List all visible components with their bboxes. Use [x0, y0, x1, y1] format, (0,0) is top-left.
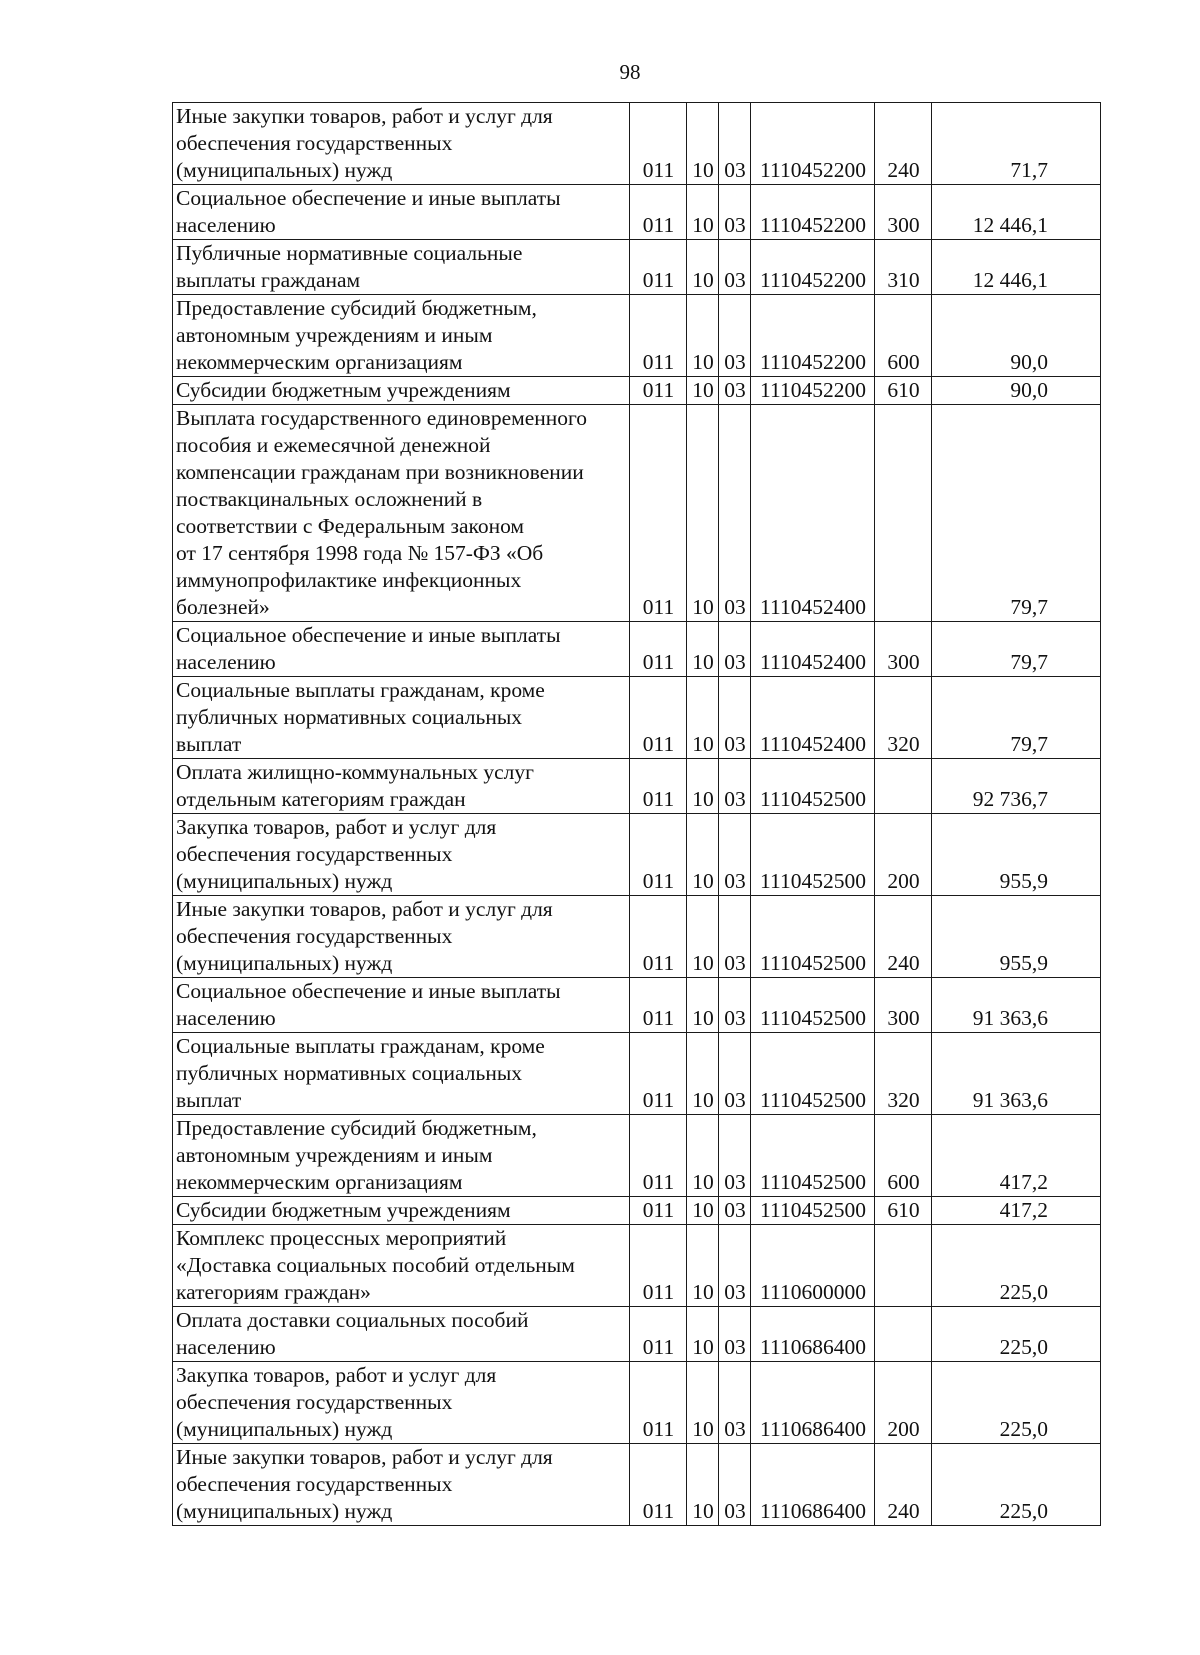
table-row — [173, 1444, 1101, 1526]
table-row — [173, 759, 1101, 814]
expense-name-line: обеспечения государственных — [176, 924, 453, 948]
target-article-cell: 1110452200 — [751, 240, 875, 295]
ved-code-cell: 011 — [630, 1197, 687, 1225]
section-code-cell: 10 — [687, 1197, 719, 1225]
expense-type-cell: 200 — [875, 1362, 932, 1444]
expense-name-cell — [173, 622, 630, 677]
expense-name-line: автономным учреждениям и иным — [176, 323, 493, 347]
ved-code-cell: 011 — [630, 377, 687, 405]
expense-name-line: Публичные нормативные социальные — [176, 241, 523, 265]
subsection-code-cell: 03 — [719, 103, 751, 185]
expense-name-line: (муниципальных) нужд — [176, 1499, 393, 1523]
subsection-code-cell: 03 — [719, 978, 751, 1033]
section-code-cell: 10 — [687, 295, 719, 377]
expense-name-line: населению — [176, 650, 276, 674]
amount-cell: 417,2 — [932, 1197, 1101, 1225]
ved-code-cell: 011 — [630, 405, 687, 622]
section-code-cell: 10 — [687, 1115, 719, 1197]
subsection-code-cell: 03 — [719, 759, 751, 814]
expense-name-line: (муниципальных) нужд — [176, 869, 393, 893]
expense-name-cell — [173, 103, 630, 185]
subsection-code-cell: 03 — [719, 677, 751, 759]
expense-name-cell — [173, 1033, 630, 1115]
section-code-cell: 10 — [687, 103, 719, 185]
subsection-code-cell: 03 — [719, 295, 751, 377]
expense-name-line: Субсидии бюджетным учреждениям — [176, 378, 511, 402]
expense-name-line: Иные закупки товаров, работ и услуг для — [176, 104, 553, 128]
page-number: 98 — [619, 60, 641, 84]
target-article-cell: 1110452200 — [751, 377, 875, 405]
expense-type-cell — [875, 1307, 932, 1362]
expense-name-cell — [173, 759, 630, 814]
table-row — [173, 405, 1101, 622]
expense-name-line: публичных нормативных социальных — [176, 705, 523, 729]
expense-name-line: автономным учреждениям и иным — [176, 1143, 493, 1167]
target-article-cell: 1110452400 — [751, 622, 875, 677]
amount-cell: 90,0 — [932, 295, 1101, 377]
expense-name-cell — [173, 240, 630, 295]
amount-cell: 92 736,7 — [932, 759, 1101, 814]
target-article-cell: 1110452500 — [751, 978, 875, 1033]
subsection-code-cell: 03 — [719, 896, 751, 978]
section-code-cell: 10 — [687, 1362, 719, 1444]
section-code-cell: 10 — [687, 814, 719, 896]
ved-code-cell: 011 — [630, 1225, 687, 1307]
section-code-cell: 10 — [687, 240, 719, 295]
target-article-cell: 1110686400 — [751, 1444, 875, 1526]
target-article-cell: 1110452200 — [751, 295, 875, 377]
expense-name-line: соответствии с Федеральным законом — [176, 514, 525, 538]
section-code-cell: 10 — [687, 1225, 719, 1307]
amount-cell: 90,0 — [932, 377, 1101, 405]
target-article-cell: 1110452400 — [751, 405, 875, 622]
target-article-cell: 1110452500 — [751, 1033, 875, 1115]
expense-name-line: Социальные выплаты гражданам, кроме — [176, 1034, 545, 1058]
expense-type-cell: 310 — [875, 240, 932, 295]
expense-name-line: «Доставка социальных пособий отдельным — [176, 1253, 575, 1277]
expense-name-line: выплат — [176, 732, 242, 756]
expense-name-line: некоммерческим организациям — [176, 350, 463, 374]
table-row — [173, 677, 1101, 759]
subsection-code-cell: 03 — [719, 1225, 751, 1307]
amount-cell: 91 363,6 — [932, 1033, 1101, 1115]
expense-name-line: Оплата жилищно-коммунальных услуг — [176, 760, 534, 784]
ved-code-cell: 011 — [630, 814, 687, 896]
expense-name-line: Социальное обеспечение и иные выплаты — [176, 979, 561, 1003]
table-row — [173, 1197, 1101, 1225]
expense-name-line: Оплата доставки социальных пособий — [176, 1308, 529, 1332]
ved-code-cell: 011 — [630, 896, 687, 978]
subsection-code-cell: 03 — [719, 1115, 751, 1197]
amount-cell: 79,7 — [932, 405, 1101, 622]
target-article-cell: 1110600000 — [751, 1225, 875, 1307]
expense-name-cell — [173, 1225, 630, 1307]
expense-name-line: выплаты гражданам — [176, 268, 361, 292]
expense-name-cell — [173, 377, 630, 405]
table-row — [173, 1307, 1101, 1362]
section-code-cell: 10 — [687, 978, 719, 1033]
subsection-code-cell: 03 — [719, 1444, 751, 1526]
ved-code-cell: 011 — [630, 1362, 687, 1444]
expense-name-cell — [173, 185, 630, 240]
expense-name-cell — [173, 295, 630, 377]
table-row — [173, 377, 1101, 405]
amount-cell: 12 446,1 — [932, 185, 1101, 240]
ved-code-cell: 011 — [630, 978, 687, 1033]
expense-name-line: компенсации гражданам при возникновении — [176, 460, 584, 484]
target-article-cell: 1110452200 — [751, 103, 875, 185]
amount-cell: 12 446,1 — [932, 240, 1101, 295]
expense-name-cell — [173, 1197, 630, 1225]
table-row — [173, 1033, 1101, 1115]
section-code-cell: 10 — [687, 896, 719, 978]
expense-name-line: обеспечения государственных — [176, 131, 453, 155]
section-code-cell: 10 — [687, 1444, 719, 1526]
expense-type-cell — [875, 759, 932, 814]
table-row — [173, 103, 1101, 185]
expense-name-cell — [173, 1444, 630, 1526]
ved-code-cell: 011 — [630, 1444, 687, 1526]
ved-code-cell: 011 — [630, 622, 687, 677]
amount-cell: 417,2 — [932, 1115, 1101, 1197]
section-code-cell: 10 — [687, 1307, 719, 1362]
expense-name-line: Предоставление субсидий бюджетным, — [176, 296, 537, 320]
ved-code-cell: 011 — [630, 240, 687, 295]
expense-name-line: (муниципальных) нужд — [176, 1417, 393, 1441]
section-code-cell: 10 — [687, 759, 719, 814]
section-code-cell: 10 — [687, 677, 719, 759]
amount-cell: 79,7 — [932, 622, 1101, 677]
expense-name-cell — [173, 1307, 630, 1362]
expense-name-line: Субсидии бюджетным учреждениям — [176, 1198, 511, 1222]
expense-type-cell: 610 — [875, 1197, 932, 1225]
amount-cell: 955,9 — [932, 814, 1101, 896]
subsection-code-cell: 03 — [719, 1197, 751, 1225]
amount-cell: 955,9 — [932, 896, 1101, 978]
expense-name-line: обеспечения государственных — [176, 1472, 453, 1496]
ved-code-cell: 011 — [630, 1033, 687, 1115]
expense-name-line: населению — [176, 1006, 276, 1030]
expense-name-cell — [173, 677, 630, 759]
target-article-cell: 1110452400 — [751, 677, 875, 759]
subsection-code-cell: 03 — [719, 814, 751, 896]
table-row — [173, 240, 1101, 295]
expense-name-line: Социальное обеспечение и иные выплаты — [176, 186, 561, 210]
expense-name-line: Выплата государственного единовременного — [176, 406, 588, 430]
target-article-cell: 1110452200 — [751, 185, 875, 240]
subsection-code-cell: 03 — [719, 405, 751, 622]
expense-type-cell: 300 — [875, 978, 932, 1033]
expense-type-cell: 200 — [875, 814, 932, 896]
expense-name-line: Закупка товаров, работ и услуг для — [176, 1363, 497, 1387]
section-code-cell: 10 — [687, 622, 719, 677]
expense-type-cell — [875, 405, 932, 622]
target-article-cell: 1110452500 — [751, 759, 875, 814]
subsection-code-cell: 03 — [719, 1033, 751, 1115]
ved-code-cell: 011 — [630, 677, 687, 759]
expense-name-line: Предоставление субсидий бюджетным, — [176, 1116, 537, 1140]
table-row — [173, 1115, 1101, 1197]
expense-name-cell — [173, 1362, 630, 1444]
target-article-cell: 1110686400 — [751, 1307, 875, 1362]
table-row — [173, 978, 1101, 1033]
ved-code-cell: 011 — [630, 103, 687, 185]
amount-cell: 225,0 — [932, 1362, 1101, 1444]
expense-name-line: Иные закупки товаров, работ и услуг для — [176, 897, 553, 921]
table-row — [173, 622, 1101, 677]
table-row — [173, 295, 1101, 377]
expense-name-line: Иные закупки товаров, работ и услуг для — [176, 1445, 553, 1469]
expense-type-cell: 320 — [875, 677, 932, 759]
subsection-code-cell: 03 — [719, 185, 751, 240]
ved-code-cell: 011 — [630, 1307, 687, 1362]
amount-cell: 225,0 — [932, 1307, 1101, 1362]
amount-cell: 91 363,6 — [932, 978, 1101, 1033]
amount-cell: 225,0 — [932, 1444, 1101, 1526]
expense-name-line: Социальные выплаты гражданам, кроме — [176, 678, 545, 702]
expense-name-line: Комплекс процессных мероприятий — [176, 1226, 507, 1250]
target-article-cell: 1110452500 — [751, 896, 875, 978]
ved-code-cell: 011 — [630, 185, 687, 240]
expense-name-line: пособия и ежемесячной денежной — [176, 433, 491, 457]
expense-name-cell — [173, 814, 630, 896]
table-row — [173, 185, 1101, 240]
expense-name-line: обеспечения государственных — [176, 1390, 453, 1414]
table-row — [173, 1225, 1101, 1307]
table-row — [173, 896, 1101, 978]
ved-code-cell: 011 — [630, 295, 687, 377]
ved-code-cell: 011 — [630, 1115, 687, 1197]
expense-name-line: от 17 сентября 1998 года № 157-ФЗ «Об — [176, 541, 544, 565]
expense-name-line: иммунопрофилактике инфекционных — [176, 568, 522, 592]
expense-name-line: поствакцинальных осложнений в — [176, 487, 483, 511]
target-article-cell: 1110452500 — [751, 814, 875, 896]
expense-name-cell — [173, 1115, 630, 1197]
target-article-cell: 1110452500 — [751, 1197, 875, 1225]
expense-type-cell: 240 — [875, 1444, 932, 1526]
expense-name-line: населению — [176, 1335, 276, 1359]
expense-name-cell — [173, 405, 630, 622]
expense-type-cell: 300 — [875, 622, 932, 677]
expense-type-cell: 240 — [875, 896, 932, 978]
amount-cell: 71,7 — [932, 103, 1101, 185]
expense-name-line: Социальное обеспечение и иные выплаты — [176, 623, 561, 647]
expense-type-cell: 600 — [875, 1115, 932, 1197]
expense-name-line: (муниципальных) нужд — [176, 158, 393, 182]
target-article-cell: 1110686400 — [751, 1362, 875, 1444]
section-code-cell: 10 — [687, 405, 719, 622]
ved-code-cell: 011 — [630, 759, 687, 814]
amount-cell: 225,0 — [932, 1225, 1101, 1307]
subsection-code-cell: 03 — [719, 1307, 751, 1362]
expense-name-line: болезней» — [176, 595, 270, 619]
expense-name-line: категориям граждан» — [176, 1280, 371, 1304]
expense-type-cell: 240 — [875, 103, 932, 185]
target-article-cell: 1110452500 — [751, 1115, 875, 1197]
expense-type-cell — [875, 1225, 932, 1307]
expense-type-cell: 610 — [875, 377, 932, 405]
table-row — [173, 1362, 1101, 1444]
expense-name-line: Закупка товаров, работ и услуг для — [176, 815, 497, 839]
expense-name-line: (муниципальных) нужд — [176, 951, 393, 975]
section-code-cell: 10 — [687, 377, 719, 405]
subsection-code-cell: 03 — [719, 377, 751, 405]
expense-name-line: населению — [176, 213, 276, 237]
amount-cell: 79,7 — [932, 677, 1101, 759]
expense-name-cell — [173, 978, 630, 1033]
expense-type-cell: 320 — [875, 1033, 932, 1115]
subsection-code-cell: 03 — [719, 1362, 751, 1444]
section-code-cell: 10 — [687, 185, 719, 240]
table-body — [173, 103, 1101, 1526]
expense-name-line: отдельным категориям граждан — [176, 787, 466, 811]
table-row — [173, 814, 1101, 896]
expense-name-line: публичных нормативных социальных — [176, 1061, 523, 1085]
expense-name-line: выплат — [176, 1088, 242, 1112]
subsection-code-cell: 03 — [719, 622, 751, 677]
section-code-cell: 10 — [687, 1033, 719, 1115]
expense-name-line: некоммерческим организациям — [176, 1170, 463, 1194]
expense-type-cell: 600 — [875, 295, 932, 377]
subsection-code-cell: 03 — [719, 240, 751, 295]
expense-name-line: обеспечения государственных — [176, 842, 453, 866]
budget-table — [172, 102, 1101, 1526]
expense-type-cell: 300 — [875, 185, 932, 240]
expense-name-cell — [173, 896, 630, 978]
